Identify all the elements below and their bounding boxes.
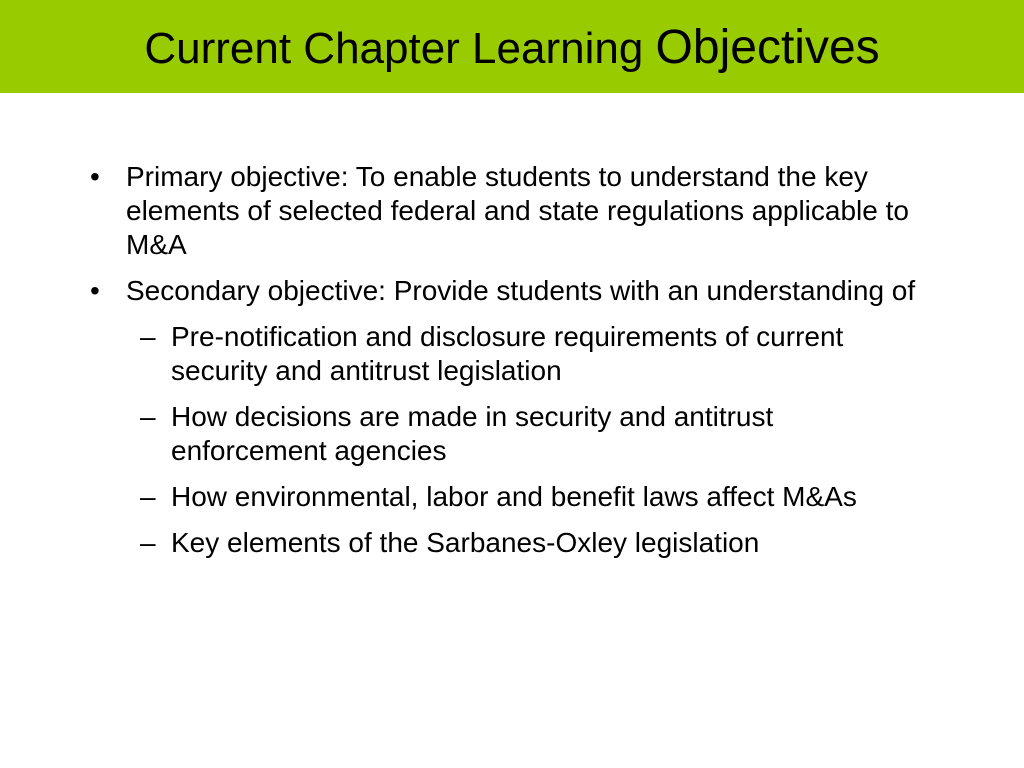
sub-bullet-item	[90, 320, 930, 388]
slide-title	[0, 0, 1024, 93]
sub-bullet-item	[90, 526, 930, 560]
bullet-primary-objective	[90, 160, 930, 262]
sub-bullet-marker: –	[140, 481, 156, 512]
sub-bullet-text: How environmental, labor and benefit laws affect M&As	[171, 481, 857, 512]
slide-title-main: Current Chapter Learning	[144, 24, 644, 73]
sub-bullet-item	[90, 400, 930, 468]
sub-bullet-item	[90, 480, 930, 514]
sub-bullet-text: Key elements of the Sarbanes-Oxley legislation	[171, 527, 760, 558]
sub-bullet-list	[90, 320, 930, 560]
sub-bullet-marker: –	[140, 321, 156, 352]
bullet-marker: •	[90, 275, 100, 306]
bullet-secondary-objective	[90, 274, 930, 308]
sub-bullet-marker: –	[140, 401, 156, 432]
bullet-marker: •	[90, 161, 100, 192]
content-area	[90, 160, 930, 572]
sub-bullet-marker: –	[140, 527, 156, 558]
slide-title-emphasis: Objectives	[655, 21, 880, 74]
sub-bullet-text: How decisions are made in security and antitrust enforcement agencies	[171, 401, 774, 466]
bullet-text: Primary objective: To enable students to understand the key elements of selected federal and state regulations applicable to M&A	[126, 161, 909, 260]
sub-bullet-text: Pre-notification and disclosure requirements of current security and antitrust legislation	[171, 321, 844, 386]
bullet-text: Secondary objective: Provide students with an understanding of	[126, 275, 916, 306]
